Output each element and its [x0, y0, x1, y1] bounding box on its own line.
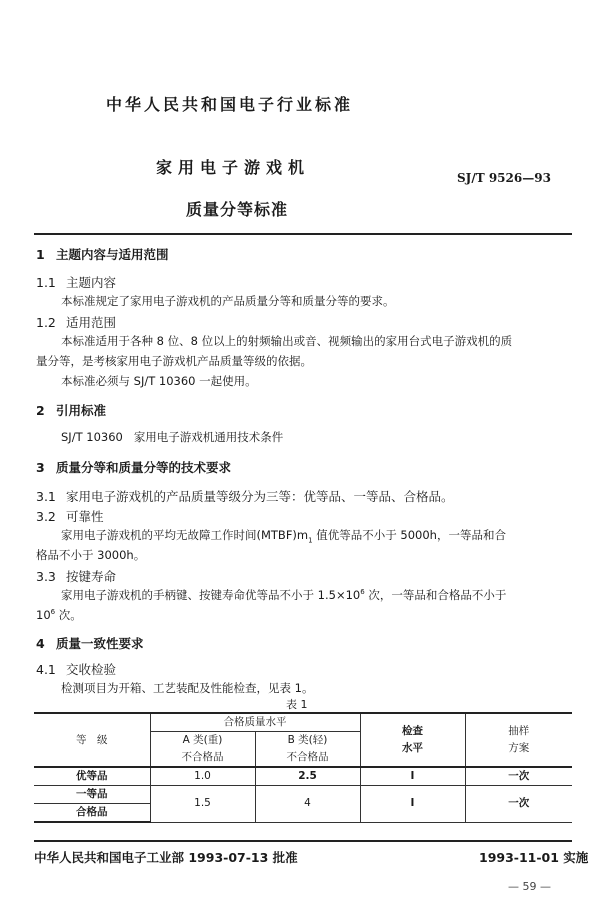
header-class-a: A 类(重) — [150, 732, 255, 750]
section-3-2-text-line2: 格品不小于 3000h。 — [36, 548, 146, 562]
approval-info: 中华人民共和国电子工业部 1993-07-13 批准 — [34, 850, 298, 865]
page-number: — 59 — — [508, 880, 551, 893]
section-4-1-text: 检测项目为开箱、工艺装配及性能检查，见表 1。 — [61, 681, 314, 695]
section-1-2-text-line2: 量分等，是考核家用电子游戏机产品质量等级的依据。 — [36, 354, 312, 368]
header-aql-group: 合格质量水平 — [150, 713, 360, 732]
header-class-a-line2: 不合格品 — [150, 749, 255, 767]
header-grade: 等 级 — [34, 713, 150, 767]
footer-rule — [34, 840, 572, 842]
section-3-heading: 3 质量分等和质量分等的技术要求 — [36, 460, 232, 475]
header-sampling-plan: 抽样 方案 — [465, 713, 572, 767]
section-4-1-heading: 4.1 交收检验 — [36, 662, 117, 677]
row-grade: 一等品 — [34, 786, 150, 804]
table-row — [34, 786, 572, 804]
section-1-2-text-line3: 本标准必须与 SJ/T 10360 一起使用。 — [61, 374, 257, 388]
section-3-2-heading: 3.2 可靠性 — [36, 509, 104, 524]
table-caption: 表 1 — [286, 698, 308, 711]
normative-reference: SJ/T 10360 家用电子游戏机通用技术条件 — [61, 430, 284, 444]
header-class-b: B 类(轻) — [255, 732, 360, 750]
acceptance-inspection-table — [34, 712, 572, 823]
document-title-line1: 家用电子游戏机 — [156, 158, 311, 177]
section-2-heading: 2 引用标准 — [36, 403, 107, 418]
row-inspection-level: Ⅰ — [360, 767, 465, 786]
row-sampling-plan: 一次 — [465, 786, 572, 823]
document-title-line2: 质量分等标准 — [186, 200, 289, 219]
header-rule — [34, 233, 572, 235]
section-3-3-text-line1: 家用电子游戏机的手柄键、按键寿命优等品不小于 $1.5\times 10^6$ 次，一等品和合格品不小于 — [61, 588, 507, 602]
section-3-2-text-line1: 家用电子游戏机的平均无故障工作时间$(MTBF)m_1$ 值优等品不小于 5000h，一等品和合 — [61, 528, 506, 545]
section-1-2-text-line1: 本标准适用于各种 8 位、8 位以上的射频输出或音、视频输出的家用台式电子游戏机的质 — [61, 334, 513, 348]
header-inspection-level: 检查 水平 — [360, 713, 465, 767]
section-1-heading: 1 主题内容与适用范围 — [36, 247, 169, 262]
section-3-1: 3.1 家用电子游戏机的产品质量等级分为三等：优等品、一等品、合格品。 — [36, 489, 454, 504]
row-grade: 合格品 — [34, 804, 150, 823]
section-3-3-text-line2: $10^6$ 次。 — [36, 608, 82, 622]
table-header-row — [34, 713, 572, 732]
section-1-1-heading: 1.1 主题内容 — [36, 275, 117, 290]
row-class-a: 1.0 — [150, 767, 255, 786]
row-class-b: 4 — [255, 786, 360, 823]
section-3-3-heading: 3.3 按键寿命 — [36, 569, 117, 584]
row-class-a: 1.5 — [150, 786, 255, 823]
standard-code: SJ/T 9526—93 — [457, 171, 551, 185]
section-4-heading: 4 质量一致性要求 — [36, 636, 144, 651]
row-sampling-plan: 一次 — [465, 767, 572, 786]
header-class-b-line2: 不合格品 — [255, 749, 360, 767]
row-grade: 优等品 — [34, 767, 150, 786]
section-1-2-heading: 1.2 适用范围 — [36, 315, 117, 330]
table-row — [34, 767, 572, 786]
effective-date: 1993-11-01 实施 — [479, 850, 589, 865]
row-class-b: 2.5 — [255, 767, 360, 786]
row-inspection-level: Ⅰ — [360, 786, 465, 823]
issuing-organization: 中华人民共和国电子行业标准 — [106, 95, 354, 114]
section-1-1-text: 本标准规定了家用电子游戏机的产品质量分等和质量分等的要求。 — [61, 294, 395, 308]
